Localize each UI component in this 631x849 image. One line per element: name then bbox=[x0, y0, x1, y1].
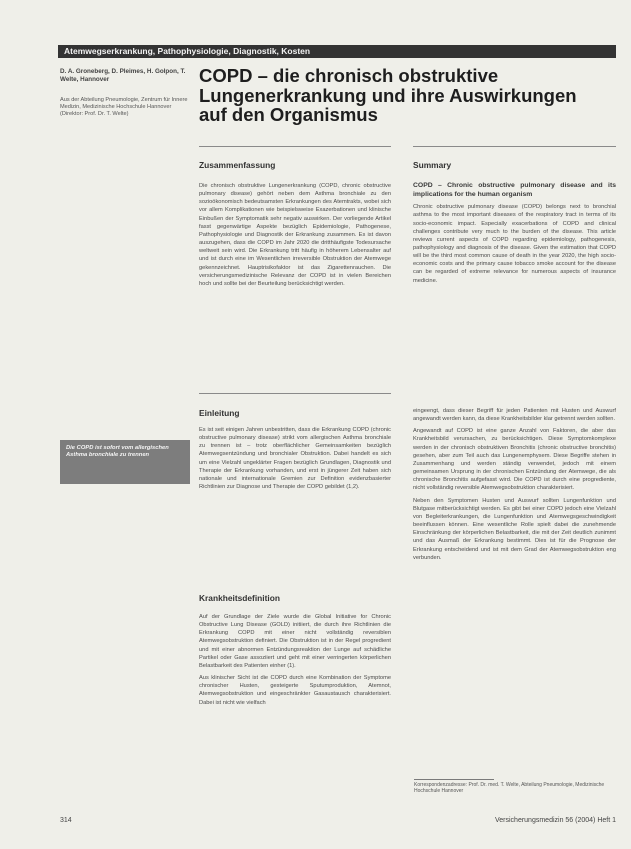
correspondence-footnote: Korrespondenzadresse: Prof. Dr. med. T. Welte, Abteilung Pneumologie, Medizinische Hochschule Hannover bbox=[414, 782, 605, 795]
footnote-divider bbox=[414, 779, 494, 780]
section-krankheitsdefinition bbox=[199, 613, 391, 711]
summary-title: COPD – Chronic obstructive pulmonary disease and its implications for the human organism bbox=[413, 182, 616, 198]
abstract-german-text: Die chronisch obstruktive Lungenerkrankung (COPD, chronic obstructive pulmonary disease) gehört neben dem Asthma bronchiale zu den sozioökonomisch bedeutsamsten Erkrankungen des Atemtrakts, wobei sich vor allem Komplikationen wie beispielsweise Exazerbationen und klinische Einbußen der Symptomatik sehr negativ auswirken. Der vorliegende Artikel fasst gegenwärtige Aspekte bezüglich Epidemiologie, Pathogenese, Pathophysiologie und Diagnostik der Erkrankung zusammen. Es ist davon auszugehen, dass die COPD im Jahr 2020 die dritthäufigste Todesursache weltweit sein wird. Die Erkrankung tritt häufig in höherem Lebensalter auf und ist durch eine im Wesentlichen irreversible Obstruktion der Atemwege gekennzeichnet. Hauptrisikofaktor ist das Zigarettenrauchen. Die versicherungsmedizinische Relevanz der COPD ist in vielen Bereichen hoch und sollte bei der Beurteilung berücksichtigt werden. bbox=[199, 183, 391, 287]
divider-einleitung bbox=[199, 393, 391, 394]
heading-einleitung: Einleitung bbox=[199, 408, 240, 418]
section-einleitung bbox=[199, 426, 391, 495]
right-paragraph-1: eingeengt, dass dieser Begriff für jeden Patienten mit Husten und Auswurf angewandt werden kann, da diese Krankheitsbilder klar getrennt werden sollten. bbox=[413, 408, 616, 423]
heading-summary: Summary bbox=[413, 160, 452, 170]
abstract-english-text: Chronic obstructive pulmonary disease (COPD) belongs next to bronchial asthma to the most important diseases of the respiratory tract in terms of its socio-economic impact. Especially exacerbations of COPD and clinical challenges contribute very much to the burden of the disease. This article reviews current aspects of COPD regarding epidemiology, pathogenesis, pathophysiology and diagnosis of the disease. Given the estimation that COPD will be the third most common cause of death in the year 2020, the high socio-economic costs and the primary cause tobacco smoke account for the disease can be regarded of extreme relevance for numerous aspects of insurance medicine. bbox=[413, 204, 616, 284]
author-names: D. A. Groneberg, D. Pleimes, H. Golpon, T. Welte, Hannover bbox=[60, 68, 186, 83]
margin-callout: Die COPD ist sofort vom allergischen Asthma bronchiale zu trennen bbox=[60, 440, 190, 484]
krankheit-text-2: Aus klinischer Sicht ist die COPD durch eine Kombination der Symptome chronischer Husten, gesteigerte Sputumproduktion, Atemnot, Atemwegsobstruktion und eingeschränkter Gasaustausch charakterisiert. Dabei ist nicht wie vielfach bbox=[199, 675, 391, 706]
krankheit-text-1: Auf der Grundlage der Ziele wurde die Global Initiative for Chronic Obstructive Lung Disease (GOLD) initiiert, die durch ihre Richtlinien die Erkrankung COPD mit einer nicht vollständig reversiblen Atemwegsobstruktion definiert. Die Obstruktion ist in der Regel progredient und mit einer abnormen Entzündungsreaktion der Lunge auf schädliche Partikel oder Gase assoziiert und geht mit einer verringerten körperlichen Belastbarkeit des Patienten einher (1). bbox=[199, 614, 391, 669]
heading-krankheitsdefinition: Krankheitsdefinition bbox=[199, 593, 280, 603]
divider-summary bbox=[413, 146, 616, 147]
divider-zusammenfassung bbox=[199, 146, 391, 147]
page-number: 314 bbox=[60, 817, 72, 824]
right-paragraph-3: Neben den Symptomen Husten und Auswurf sollten Lungenfunktion und Blutgase mitberücksichtigt werden. Es gibt bei einer COPD jedoch eine Vielzahl von Begleiterkrankungen, die Lungenfunktion und Atemwegsgeschwindigkeit beeinflussen können. Eine wesentliche Rolle spielt dabei die zunehmende Einschränkung der körperlichen Belastbarkeit, die mit der Zeit deutlich zunimmt und das Ausmaß der Erkrankung bestimmt. Dies ist für die Prognose der Erkrankung entscheidend und ist mit dem Grad der Atemwegsobstruktion eng verbunden. bbox=[413, 497, 616, 561]
journal-reference: Versicherungsmedizin 56 (2004) Heft 1 bbox=[494, 817, 616, 824]
author-affiliation: Aus der Abteilung Pneumologie, Zentrum für Innere Medizin, Medizinische Hochschule Hannover (Direktor: Prof. Dr. T. Welte) bbox=[60, 97, 188, 117]
heading-zusammenfassung: Zusammenfassung bbox=[199, 160, 276, 170]
abstract-english bbox=[413, 182, 616, 289]
right-paragraph-2: Angewandt auf COPD ist eine ganze Anzahl von Faktoren, die aber das Krankheitsbild verursachen, zu berücksichtigen. Diese Symptomkomplexe werden in der chronisch obstruktiven Bronchitis (chronic obstructive bronchitis) gesehen, aber zum Teil auch das Lungenemphysem. Diese Begriffe stehen in Zusammenhang und werden ständig verwendet, jedoch mit einem gemeinsamen Ursprung in der chronischen Entzündung der Atemwege, die als chronische Bronchitis aufgefasst wird. Die COPD ist durch eine progrediente, nicht vollständig reversible Atemwegsobstruktion charakterisiert. bbox=[413, 428, 616, 492]
right-column-text bbox=[413, 407, 616, 566]
section-banner: Atemwegserkrankung, Pathophysiologie, Diagnostik, Kosten bbox=[58, 45, 616, 58]
article-title: COPD – die chronisch obstruktive Lungenerkrankung und ihre Auswirkungen auf den Organismus bbox=[199, 65, 577, 125]
abstract-german bbox=[199, 182, 391, 292]
einleitung-text: Es ist seit einigen Jahren unbestritten, dass die Erkrankung COPD (chronic obstructive pulmonary disease) strikt vom allergischen Asthma bronchiale zu trennen ist – trotz oberflächlicher Gemeinsamkeiten bezüglich Atemwegsentzündung und bronchialer Obstruktion. Dabei handelt es sich um eine Vielzahl ungeklärter Fragen bezüglich Grundlagen, Diagnostik und Therapie der Erkrankung vorhanden, und erst in jüngerer Zeit haben sich nationale und internationale Gremien zur Definition evidenzbasierter Richtlinien zur Diagnose und Therapie der COPD gebildet (1,2). bbox=[199, 427, 391, 491]
